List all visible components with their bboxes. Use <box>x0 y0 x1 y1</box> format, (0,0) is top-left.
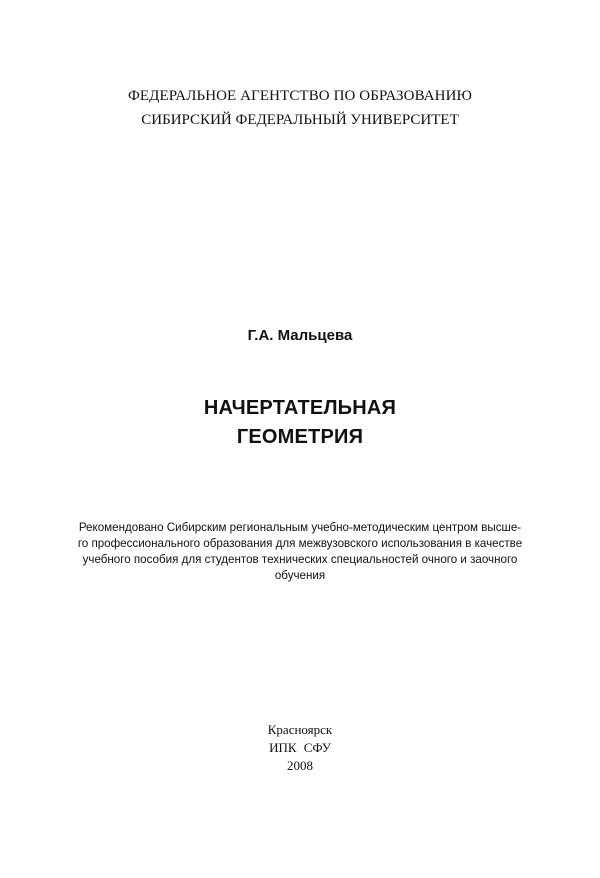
publication-year: 2008 <box>287 758 313 773</box>
book-title-line-2: ГЕОМЕТРИЯ <box>236 426 364 448</box>
publisher-name: ИПК СФУ <box>269 740 331 755</box>
recommendation-line: обучения <box>274 569 326 582</box>
publication-city: Красноярск <box>267 722 333 737</box>
recommendation-line: учебного пособия для студентов технических специальностей очного и заочного <box>82 553 518 566</box>
book-title-line-1: НАЧЕРТАТЕЛЬНАЯ <box>203 397 397 419</box>
recommendation-line: Рекомендовано Сибирским региональным учебно-методическим центром высше- <box>78 521 522 534</box>
recommendation-line: го профессионального образования для межвузовского использования в качестве <box>77 537 523 550</box>
author-name: Г.А. Мальцева <box>247 327 353 344</box>
university-name: СИБИРСКИЙ ФЕДЕРАЛЬНЫЙ УНИВЕРСИТЕТ <box>141 112 459 128</box>
agency-name: ФЕДЕРАЛЬНОЕ АГЕНТСТВО ПО ОБРАЗОВАНИЮ <box>127 88 473 104</box>
